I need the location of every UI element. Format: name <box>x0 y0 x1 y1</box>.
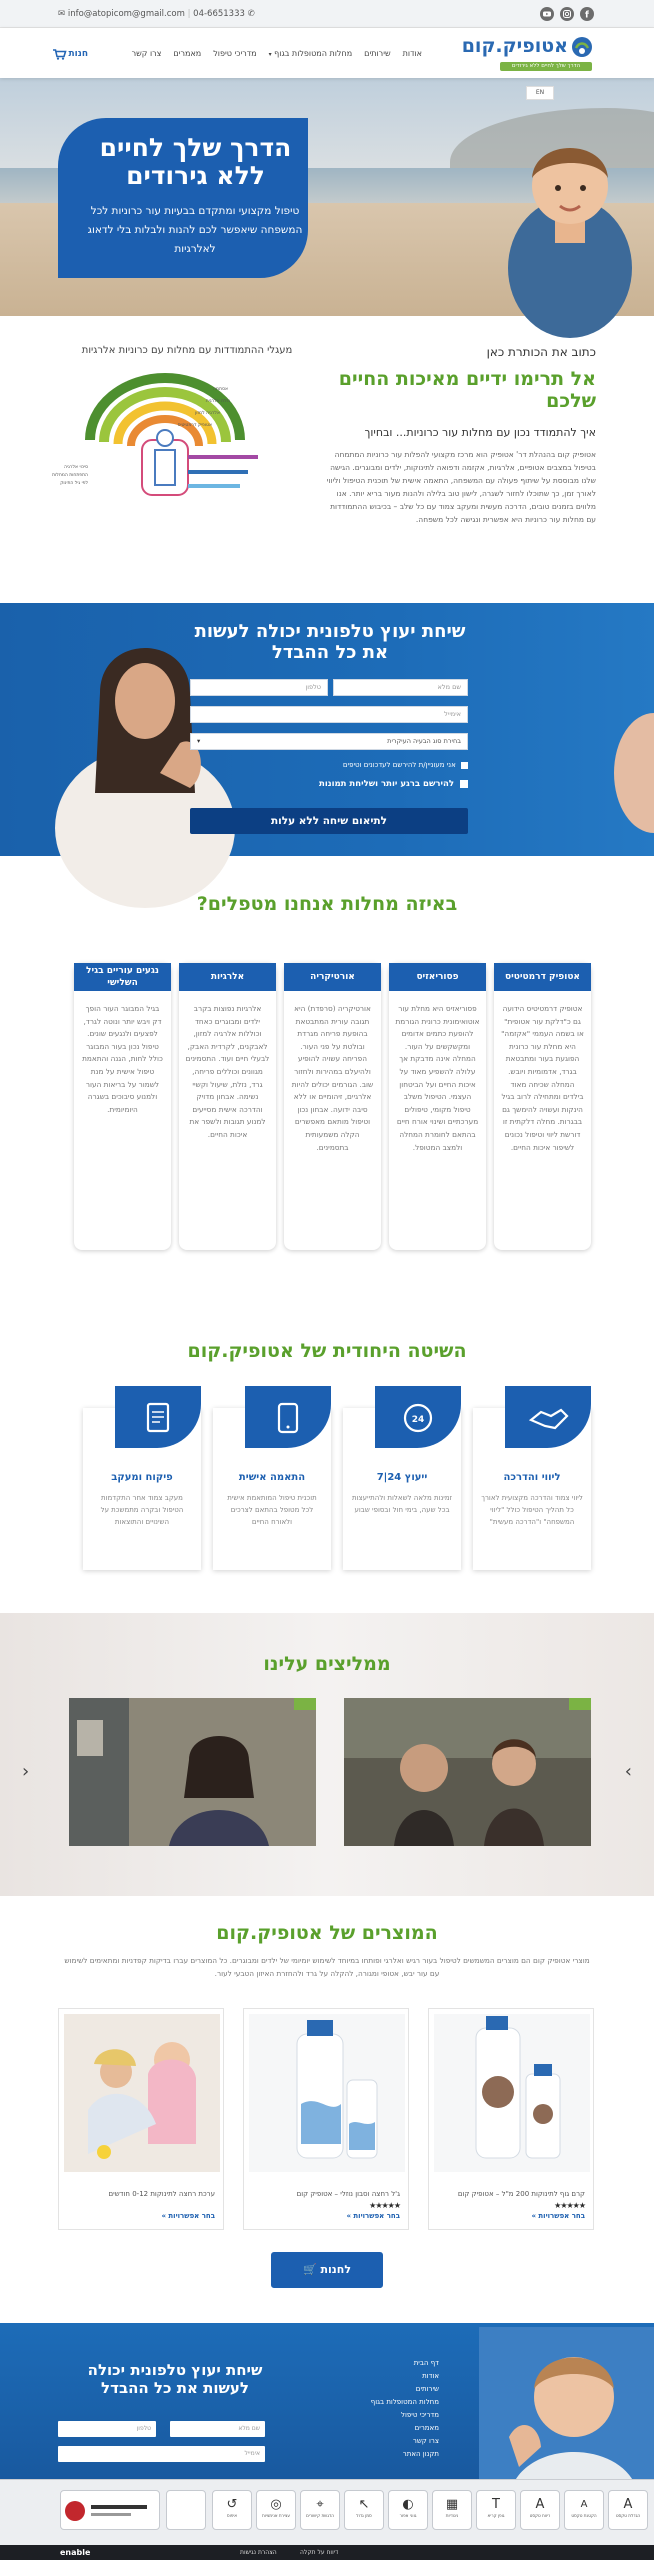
disease-card-text: בגיל המבוגר העור הופך דק ויבש יותר ונוטה לגרד, לפצעים ולנגעים שונים. טיפול נכון בעור המבוגר כולל לחות, הגנה והתאמת טיפול אישית על מנת לשמור על בריאות העור ולמנוע סיבוכים בשגרה היומיומית. <box>82 1004 163 1114</box>
logo-mark-icon <box>570 36 594 62</box>
problem-select[interactable] <box>190 733 468 750</box>
consult-arm-photo <box>594 703 654 843</box>
nav-item-about[interactable]: אודות <box>402 49 422 58</box>
acc-button-label: הקטנת טקסט <box>571 2513 597 2518</box>
disease-card-text: אלרגיות נפוצות בקרב ילדים ומבוגרים כאחד וכוללות אלרגיה למזון, לאבקנים, לקרדית האבק, לבעלי חיים ועוד. התסמינים מגוונים וכוללים פריחה, גרד, נזלת, שיעול וקשיי נשימה. אבחון מדויק והדרכה אישית מסייעים למנוע תגובות ולשפר את איכות החיים. <box>185 1004 270 1139</box>
method-card-text: ליווי צמוד והדרכה מקצועית לאורך כל תהליך הטיפול כולל "ליווי המשפחה" ו"הדרכה מעשית" <box>481 1494 583 1526</box>
acc-animation-button[interactable] <box>256 2490 296 2530</box>
acc-button-label: ניגודיות <box>445 2513 459 2518</box>
method-card-support <box>343 1408 461 1570</box>
disease-card-title: אלרגיות <box>179 963 276 991</box>
method-card-text: זמינות מלאה לשאלות ולהתייעצות בכל שעה, בימי חול ובסופי שבוע <box>351 1494 453 1514</box>
checkbox-box <box>461 762 468 769</box>
reset-icon: ↺ <box>226 2497 238 2512</box>
method-card-guidance <box>473 1408 591 1570</box>
acc-button-label: גופן קריא <box>487 2513 505 2518</box>
about-heading: כתוב את הכותרת כאן <box>486 345 596 359</box>
acc-decrease-text-button[interactable] <box>564 2490 604 2530</box>
logo-text: אטופיק.קום <box>461 35 568 57</box>
testimonials-title: ממליצים עלינו <box>263 1653 391 1675</box>
method-card-title: ליווי והדרכה <box>503 1472 561 1483</box>
acc-statement-link[interactable]: הצהרת נגישות <box>240 2549 277 2556</box>
email-input[interactable]: אימייל <box>190 706 468 723</box>
email-icon: ✉ <box>58 9 66 19</box>
contact-email[interactable]: info@atopicom@gmail.com <box>67 9 185 19</box>
problem-select-value: בחירת סוג הבעיה העיקרית <box>387 737 461 745</box>
updates-checkbox[interactable] <box>190 761 468 769</box>
product-name[interactable]: קרם גוף לתינוקות 200 מ"ל – אטופיק קום <box>457 2190 585 2198</box>
products-title: המוצרים של אטופיק.קום <box>216 1922 438 1944</box>
march-label-2: נזלת אלרגית <box>205 399 230 404</box>
about-subtitle: איך להתמודד נכון עם מחלות עור כרוניות... ובחיוך <box>364 426 596 439</box>
method-card-title: התאמה אישית <box>238 1472 306 1483</box>
acc-grayscale-button[interactable] <box>388 2490 428 2530</box>
method-card-title: ייעוץ 24|7 <box>376 1472 428 1483</box>
about-title: אל תרימו ידיים מאיכות החיים שלכם <box>338 368 596 412</box>
product-card[interactable] <box>243 2008 409 2230</box>
acc-empty-slot <box>166 2490 206 2530</box>
disease-card-text: פסוריאזיס היא מחלת עור אוטואימונית כרונית הגורמת להופעת כתמים אדומים ומקשקשים על העור. המחלה אינה מדבקת אך עלולה להשפיע מאוד על איכות החיים ועל הביטחון העצמי. הטיפול משלב טיפול מקומי, טיפולים מערכתיים ושינוי אורח חיים בהתאם לחומרת המחלה ולמצב המטופל. <box>395 1004 480 1152</box>
disease-card-title: אטופיק דרמטיטיס <box>494 963 591 991</box>
checkbox-box <box>460 780 468 788</box>
facebook-icon[interactable] <box>580 7 594 21</box>
language-switcher[interactable]: EN <box>526 86 554 100</box>
product-options-button[interactable]: בחר אפשרויות » <box>161 2212 215 2220</box>
updates-checkbox-label: אני מעוניין/ת להירשם לעדכונים וטיפים <box>342 761 456 769</box>
acc-readable-font-button[interactable] <box>476 2490 516 2530</box>
footer-menu <box>359 2357 439 2461</box>
chevron-down-icon: ▾ <box>268 51 272 58</box>
phone-input[interactable]: טלפון <box>190 679 328 696</box>
march-side-label-1: סיכוי אלרגיה <box>64 465 88 470</box>
acc-report-link[interactable]: דיווח על תקלה <box>300 2549 339 2556</box>
text-size-icon: A <box>623 2497 633 2512</box>
accessibility-toolbar <box>0 2479 654 2547</box>
hero-banner <box>0 78 654 316</box>
products-text: מוצרי אטופיק קום הם מוצרים המשמשים לטיפול בעור רגיש ואלרגי ופותחו במיוחד לשימוש יומיומי של ילדים ומבוגרים. כל המוצרים עברו בדיקות קפדניות ומתאימים לשימוש עם עור יבש, אטופי ומגורה, להקלה על גרד ולהחזרת האיזון הטבעי לעור. <box>64 1956 590 1978</box>
product-options-button[interactable]: בחר אפשרויות » <box>531 2212 585 2220</box>
acc-button-label: סמן גדול <box>356 2513 372 2518</box>
main-nav <box>132 49 422 61</box>
footer-link-terms[interactable]: תקנון האתר <box>402 2450 439 2458</box>
consult-title: שיחת יעוץ טלפונית יכולה לעשות את כל ההבדל <box>194 621 466 663</box>
acc-spacing-button[interactable] <box>520 2490 560 2530</box>
cart-icon: 🛒 <box>302 2263 317 2276</box>
enable-brand[interactable]: enable <box>60 2548 91 2557</box>
acc-increase-text-button[interactable] <box>608 2490 648 2530</box>
acc-reset-button[interactable] <box>212 2490 252 2530</box>
cart-label: חנות <box>68 49 88 59</box>
acc-button-label: עצירת אנימציות <box>261 2513 291 2518</box>
phone-icon: ✆ <box>247 9 255 19</box>
nav-item-services[interactable]: שירותים <box>364 49 391 58</box>
allergic-march-diagram <box>52 370 290 500</box>
acc-button-label: הגדלת טקסט <box>615 2513 641 2518</box>
grayscale-icon: ◐ <box>402 2497 414 2512</box>
photos-checkbox-label: להירשם ברגע יותר ושליחת תמונות <box>319 779 455 789</box>
contrast-icon: ▦ <box>445 2497 459 2512</box>
chevron-down-icon: ▾ <box>197 737 201 745</box>
testimonial-video-1[interactable] <box>344 1698 591 1846</box>
cart-icon <box>53 49 66 60</box>
product-name[interactable]: ערכת רחצה לתינוקות 0-12 חודשים <box>108 2190 215 2198</box>
hero-child-photo <box>500 118 650 316</box>
acc-button-label: הדגשת קישורים <box>306 2513 334 2518</box>
accessibility-footer-bar <box>0 2545 654 2560</box>
footer-link-home[interactable]: דף הבית <box>413 2359 439 2367</box>
disease-card-title: פסוריאזיס <box>389 963 486 991</box>
footer-child-photo <box>479 2327 654 2497</box>
shop-button-label: לחנות <box>320 2263 352 2276</box>
march-label-4: אטופיק דרמטיטיס <box>177 423 212 428</box>
top-bar <box>0 0 654 28</box>
diseases-title: באיזה מחלות אנחנו מטפלים? <box>196 893 458 915</box>
nav-item-contact[interactable]: צרו קשר <box>131 49 162 58</box>
method-card-title: פיקוח ומעקב <box>111 1472 173 1483</box>
shop-cart-link[interactable] <box>55 44 88 64</box>
chevron-right-icon[interactable]: › <box>624 1761 632 1782</box>
method-card-text: תוכנית טיפול המותאמת אישית לכל מטופל בהתאם לצרכים ולאורח החיים <box>227 1494 317 1526</box>
product-rating: ★★★★★ <box>369 2201 400 2210</box>
method-card-tracking <box>83 1408 201 1570</box>
footer-link-contact[interactable]: צרו קשר <box>412 2437 439 2445</box>
disease-card-title: נגעים עוריים בגיל השלישי <box>74 963 171 991</box>
disease-card-text: אורטיקריה (סרפדת) היא תגובה עורית המתבטאת בהופעת פריחה מגרדת ובולטת על פני העור. הפריחה עשויה להופיע ולהיעלם במהירות ולחזור שוב. הגורמים יכולים להיות אלרגיים, זיהומיים או ללא סיבה ידועה. אבחון נכון וטיפול מותאם מאפשרים הקלה משמעותית בתסמינים. <box>291 1004 374 1152</box>
footer-name-input[interactable]: שם מלא <box>170 2421 265 2437</box>
hero-title: הדרך שלך לחיים ללא גירודים <box>99 133 292 190</box>
allergic-march-title: מעגלי ההתמודדות עם מחלות עם כרוניות אלרגיות <box>81 345 293 356</box>
text-spacing-icon: A <box>535 2497 545 2512</box>
product-name[interactable]: ג'ל רחצה וסבון נוזלי – אטופיק קום <box>296 2190 400 2198</box>
product-card[interactable] <box>428 2008 594 2230</box>
footer-consult-title: שיחת יעוץ טלפונית יכולה לעשות את כל ההבדל <box>87 2361 263 2397</box>
method-card-text: מעקב צמוד אחר התקדמות הטיפול ובקרה מתמשכת על השינויים והתוצאות <box>100 1494 184 1526</box>
footer-link-articles[interactable]: מאמרים <box>414 2424 439 2432</box>
acc-links-button[interactable] <box>300 2490 340 2530</box>
contact-phone[interactable]: 04-6651333 <box>193 9 245 19</box>
acc-button-label: איפוס <box>226 2513 238 2518</box>
acc-contrast-button[interactable] <box>432 2490 472 2530</box>
acc-button-label: ריווח טקסט <box>529 2513 551 2518</box>
footer-email-input[interactable]: אימייל <box>58 2446 265 2462</box>
testimonials-section <box>0 1613 654 1896</box>
nav-item-diseases-label: מחלות המטופלות בגוף <box>274 49 353 58</box>
footer-phone-input[interactable]: טלפון <box>58 2421 156 2437</box>
disease-card-text: אטופיק דרמטיטיס הידועה גם כ"דלקת עור אטופית" או בשמה העממי "אקזמה" היא מחלת עור כרונית הפוגעת בעור ומתבטאת בגרד, אדמומיות ויובש. המחלה שכיחה מאוד בילדים ומתחילה לרוב בגיל הינקות ועשויה להימשך גם בבגרות. מחלה דלקתית זו דורשת ליווי וטיפול נכונים לשיפור איכות החיים. <box>501 1004 584 1152</box>
hero-text: טיפול מקצועי ומתקדם בבעיות עור כרוניות לכל המשפחה שיאפשר לכם להנות ולבלות בלי לדאוג לאלרגיות <box>87 205 303 255</box>
mobile-icon <box>245 1386 331 1448</box>
nav-item-diseases[interactable] <box>269 49 353 61</box>
enable-logo-icon <box>59 2491 159 2531</box>
product-image[interactable] <box>64 2014 220 2172</box>
chevron-left-icon[interactable]: ‹ <box>22 1761 30 1782</box>
clipboard-icon <box>115 1386 201 1448</box>
method-title: השיטה היחודית של אטופיק.קום <box>187 1340 467 1362</box>
instagram-icon[interactable] <box>560 7 574 21</box>
svg-text:f: f <box>585 10 589 21</box>
site-logo[interactable] <box>461 34 594 72</box>
product-image[interactable] <box>249 2014 405 2172</box>
march-label-1: אסתמה <box>213 387 228 392</box>
photos-checkbox[interactable] <box>190 779 468 789</box>
font-icon: T <box>492 2497 500 2512</box>
24-hours-icon <box>375 1386 461 1448</box>
disease-card-allergies[interactable] <box>179 963 276 1250</box>
disease-card-psoriasis[interactable] <box>389 963 486 1250</box>
product-image[interactable] <box>434 2014 590 2172</box>
testimonial-video-2[interactable] <box>69 1698 316 1846</box>
footer-link-diseases[interactable]: מחלות המטופלות בגוף <box>370 2398 439 2406</box>
disease-card-urticaria[interactable] <box>284 963 381 1250</box>
disease-card-atopic[interactable] <box>494 963 591 1250</box>
acc-cursor-button[interactable] <box>344 2490 384 2530</box>
handshake-icon <box>505 1386 591 1448</box>
cursor-icon: ↖ <box>358 2497 370 2512</box>
march-side-label-3: לפי גיל התינוק <box>60 481 88 486</box>
method-card-personal <box>213 1408 331 1570</box>
march-label-3: אלרגיה למזון <box>195 411 220 416</box>
contact-info: ✉ info@atopicom@gmail.com | 04-6651333 ✆ <box>58 9 255 19</box>
stop-animation-icon: ◎ <box>270 2497 282 2512</box>
acc-brand-card[interactable] <box>60 2490 160 2530</box>
consult-section <box>0 603 654 856</box>
march-side-label-2: התפתחות המחלות <box>52 473 88 478</box>
consult-submit-button[interactable]: לתיאום שיחה ללא עלות <box>190 808 468 834</box>
youtube-icon[interactable] <box>540 7 554 21</box>
svg-text:24: 24 <box>411 1415 425 1425</box>
name-input[interactable]: שם מלא <box>333 679 468 696</box>
logo-tagline: הדרך שלך לחיים ללא גירודים <box>500 62 592 71</box>
text-size-icon: A <box>580 2499 588 2510</box>
shop-button[interactable] <box>271 2252 383 2288</box>
footer-link-about[interactable]: אודות <box>422 2372 439 2380</box>
product-rating: ★★★★★ <box>554 2201 585 2210</box>
footer-link-guides[interactable]: מדריכי טיפול <box>401 2411 439 2419</box>
disease-card-elderly[interactable] <box>74 963 171 1250</box>
disease-card-title: אורטיקריה <box>284 963 381 991</box>
nav-item-articles[interactable]: מאמרים <box>173 49 202 58</box>
nav-item-guides[interactable]: מדריכי טיפול <box>213 49 257 58</box>
about-body: אטופיק קום בהנהלת דר' אטופיק הוא מרכז מקצועי להפלות עור כרוניות המתמחה בטיפול במצבים אטופיים, אלרגיות, אקזמה ודפואה לתינוקות, ילדים ומבוגרים. הגישה שלנו מבוססת על שיתוף פעולה עם המשפחה, התאמה אישית של תוכנית הטיפול וליווי לאורך זמן, כך שתוכלו לחזור לשגרה, לישון טוב בלילה ולהנות מעור בריא יותר. אנו מלווים בזמנים טובים, הדרכה מעשית ומעקב צמוד עם כל שלב – בכיבוש ההתמודדות עם מחלות עור כרוניות היא אפשרית ונגישה לכל משפחה. <box>326 450 596 524</box>
product-options-button[interactable]: בחר אפשרויות » <box>346 2212 400 2220</box>
product-card[interactable] <box>58 2008 224 2230</box>
hero-message-box <box>58 118 308 278</box>
acc-button-label: גווני אפור <box>399 2513 417 2518</box>
footer-link-services[interactable]: שירותים <box>415 2385 439 2393</box>
link-highlight-icon: ⌖ <box>316 2497 324 2512</box>
